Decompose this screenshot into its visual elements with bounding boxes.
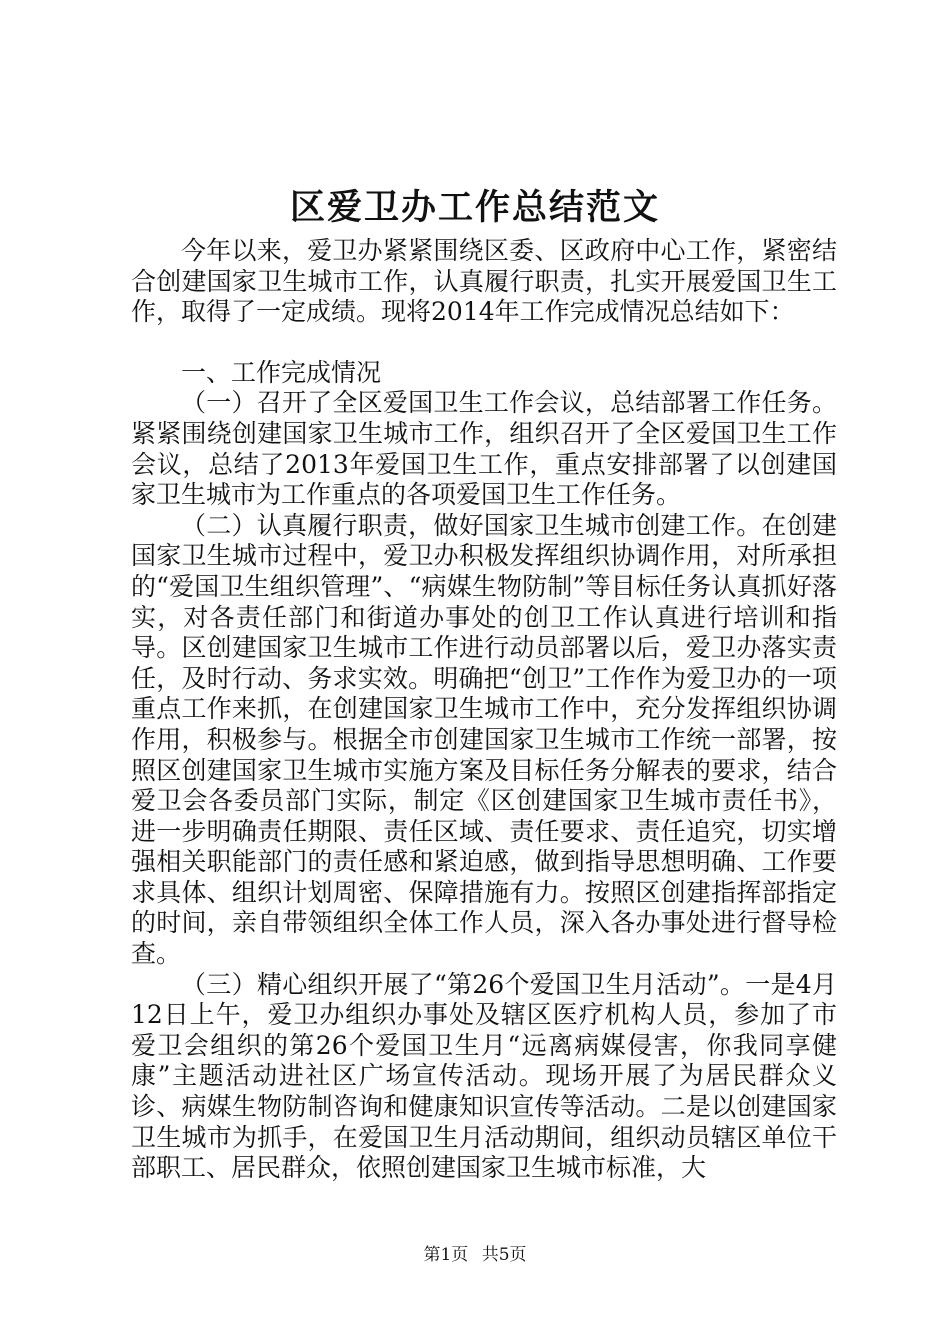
page-footer — [0, 1244, 950, 1266]
document-title: 区爱卫办工作总结范文 — [289, 187, 660, 228]
paragraph-item-1: （一）召开了全区爱国卫生工作会议，总结部署工作任务。紧紧围绕创建国家卫生城市工作，组织召开了全区爱国卫生工作会议，总结了2013年爱国卫生工作，重点安排部署了以创建国家卫生城市为工作重点的各项爱国卫生工作任务。 — [131, 388, 837, 510]
page-total: 共5页 — [481, 1245, 527, 1265]
section-heading: 一、工作完成情况 — [181, 357, 382, 387]
paragraph-intro: 今年以来，爱卫办紧紧围绕区委、区政府中心工作，紧密结合创建国家卫生城市工作，认真履行职责，扎实开展爱国卫生工作，取得了一定成绩。现将2014年工作完成情况总结如下： — [131, 236, 837, 327]
paragraph-item-2: （二）认真履行职责，做好国家卫生城市创建工作。在创建国家卫生城市过程中，爱卫办积极发挥组织协调作用，对所承担的“爱国卫生组织管理”、“病媒生物防制”等目标任务认真抓好落实，对各责任部门和街道办事处的创卫工作认真进行培训和指导。区创建国家卫生城市工作进行动员部署以后，爱卫办落实责任，及时行动、务求实效。明确把“创卫”工作作为爱卫办的一项重点工作来抓，在创建国家卫生城市工作中，充分发挥组织协调作用，积极参与。根据全市创建国家卫生城市工作统一部署，按照区创建国家卫生城市实施方案及目标任务分解表的要求，结合爱卫会各委员部门实际，制定《区创建国家卫生城市责任书》，进一步明确责任期限、责任区域、责任要求、责任追究，切实增强相关职能部门的责任感和紧迫感，做到指导思想明确、工作要求具体、组织计划周密、保障措施有力。按照区创建指挥部指定的时间，亲自带领组织全体工作人员，深入各办事处进行督导检查。 — [131, 510, 837, 969]
document-body — [131, 236, 837, 1184]
paragraph-item-3: （三）精心组织开展了“第26个爱国卫生月活动”。一是4月12日上午，爱卫办组织办事处及辖区医疗机构人员，参加了市爱卫会组织的第26个爱国卫生月“远离病媒侵害，你我同享健康”主题活动进社区广场宣传活动。现场开展了为居民群众义诊、病媒生物防制咨询和健康知识宣传等活动。二是以创建国家卫生城市为抓手，在爱国卫生月活动期间，组织动员辖区单位干部职工、居民群众，依照创建国家卫生城市标准，大 — [131, 969, 837, 1183]
page-number: 第1页 — [423, 1245, 469, 1265]
